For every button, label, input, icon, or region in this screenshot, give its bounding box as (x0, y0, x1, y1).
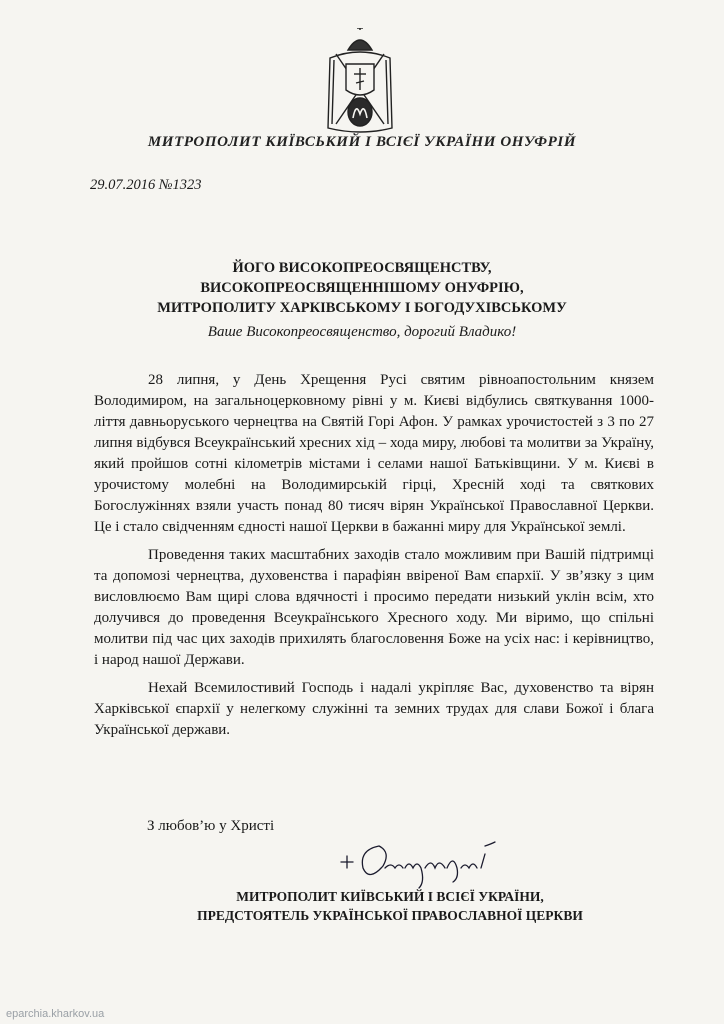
letter-body (94, 370, 654, 748)
document-date-number: 29.07.2016 №1323 (90, 177, 202, 193)
salutation: Ваше Високопреосвященство, дорогий Владико! (207, 324, 517, 340)
letterhead-title: МИТРОПОЛИТ КИЇВСЬКИЙ І ВСІЄЇ УКРАЇНИ ОНУФРІЙ (147, 134, 577, 150)
recipient-line-1: ЙОГО ВИСОКОПРЕОСВЯЩЕНСТВУ, (232, 260, 492, 276)
closing-phrase: З любов’ю у Христі (147, 818, 275, 834)
recipient-line-3: МИТРОПОЛИТУ ХАРКІВСЬКОМУ І БОГОДУХІВСЬКОМУ (157, 300, 567, 316)
body-paragraph-3: Нехай Всемилостивий Господь і надалі укріпляє Вас, духовенство та вірян Харківської єпархії у нелегкому служінні та земних трудах для слави Божої і блага Української держави. (94, 680, 654, 738)
handwritten-signature (335, 832, 515, 892)
metropolitan-coat-of-arms-icon (322, 28, 398, 140)
recipient-line-2: ВИСОКОПРЕОСВЯЩЕННІШОМУ ОНУФРІЮ, (200, 280, 524, 296)
recipient-block (0, 258, 724, 318)
signer-line-1: МИТРОПОЛИТ КИЇВСЬКИЙ І ВСІЄЇ УКРАЇНИ, (236, 889, 544, 904)
source-watermark: eparchia.kharkov.ua (6, 1008, 105, 1020)
body-paragraph-2: Проведення таких масштабних заходів стало можливим при Вашій підтримці та допомозі чернецтва, духовенства і парафіян ввіреної Вам єпархії. У зв’язку з цим висловлюємо Вам щирі слова вдячності і просимо передати низький уклін всім, хто долучився до проведення Всеукраїнського Хресного ходу. Ми віримо, що спільні молитви під час цих заходів прихилять благословення Боже на усіх нас: і керівництво, і народ нашої Держави. (94, 547, 654, 668)
body-paragraph-1: 28 липня, у День Хрещення Русі святим рівноапостольним князем Володимиром, на загальноцерковному рівні у м. Києві відбулись святкування 1000-ліття давньоруського чернецтва на Святій Горі Афон. У рамках урочистостей з 3 по 27 липня відбувся Всеукраїнський хресних хід – хода миру, любові та молитви за Україну, який пройшов сотні кілометрів містами і селами нашої Батьківщини. У м. Києві в урочистому молебні на Володимирській гірці, Хресній ході та святкових Богослужіннях взяли участь понад 80 тисяч вірян Української Православної Церкви. Це і стало свідченням єдності нашої Церкви в бажанні миру для Української землі. (94, 372, 654, 535)
signer-line-2: ПРЕДСТОЯТЕЛЬ УКРАЇНСЬКОЇ ПРАВОСЛАВНОЇ ЦЕРКВИ (197, 908, 583, 923)
signer-title-block (180, 887, 600, 925)
